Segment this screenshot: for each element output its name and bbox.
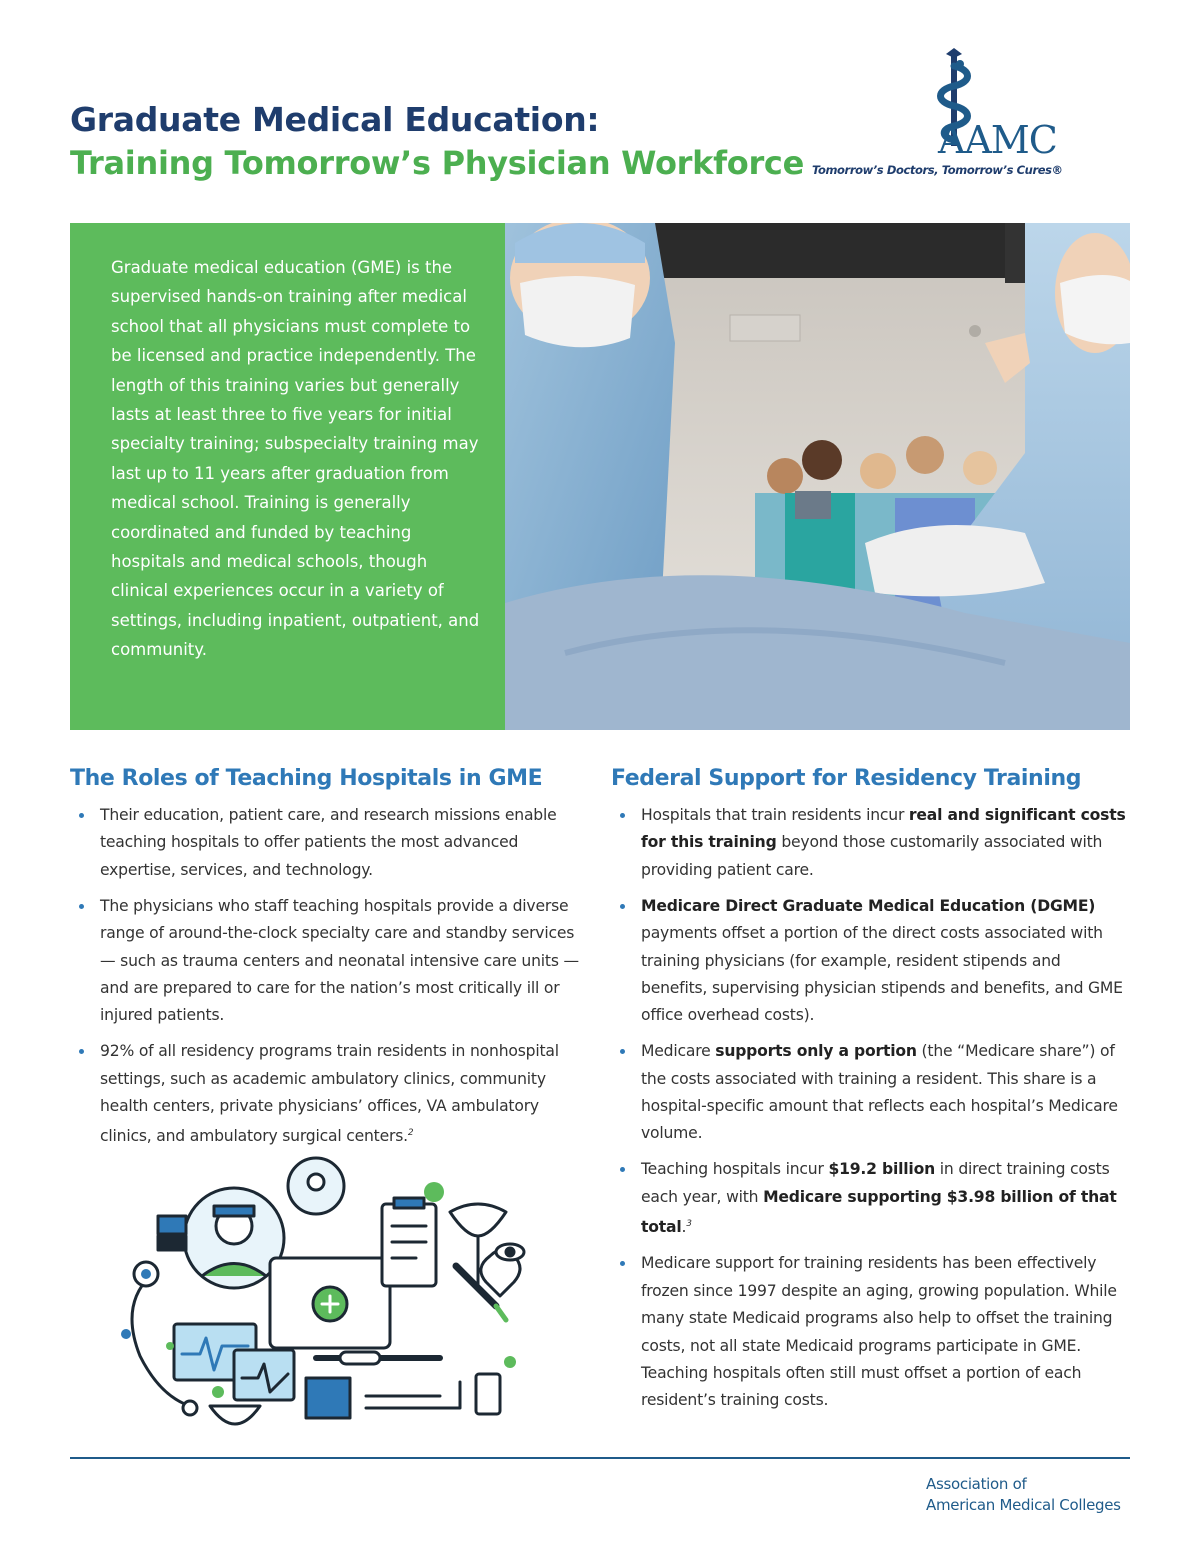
hero-section bbox=[70, 223, 1130, 730]
footer-org-line-1: Association of bbox=[926, 1475, 1027, 1493]
section-title-federal-support: Federal Support for Residency Training bbox=[611, 766, 1082, 791]
logo-wordmark: AAMC bbox=[938, 118, 1057, 162]
list-item: Medicare support for training residents has been effectively frozen since 1997 despite an aging, growing population. While many state Medicaid programs also help to offset the training costs, not all state Medicaid programs participate in GME. Teaching hospitals often still must offset a portion of each resident’s training costs. bbox=[611, 1250, 1131, 1414]
footnote-mark: 3 bbox=[686, 1219, 692, 1230]
right-column bbox=[611, 762, 1131, 1423]
list-item: 92% of all residency programs train residents in nonhospital settings, such as academic ambulatory clinics, community health centers, private physicians’ offices, VA ambulatory clinics, and ambulatory surgical centers.$^2$ bbox=[70, 1038, 590, 1151]
aamc-logo bbox=[808, 48, 1078, 183]
footnote-mark: 2 bbox=[407, 1128, 414, 1139]
page-title bbox=[70, 100, 810, 186]
list-item: Medicare Direct Graduate Medical Education (DGME) payments offset a portion of the direct costs associated with training physicians (for example, resident stipends and benefits, supervising physician stipends and benefits, and GME office overhead costs). bbox=[611, 893, 1131, 1030]
section-title-teaching-hospitals: The Roles of Teaching Hospitals in GME bbox=[70, 766, 543, 791]
title-line-2: Training Tomorrow’s Physician Workforce bbox=[70, 144, 805, 182]
medical-team-photo bbox=[505, 223, 1130, 730]
footer-organization bbox=[926, 1474, 1121, 1516]
footer-org-line-2: American Medical Colleges bbox=[926, 1496, 1121, 1514]
left-column bbox=[70, 762, 590, 1160]
intro-box bbox=[70, 223, 505, 730]
list-item: Hospitals that train residents incur real and significant costs for this training beyond those customarily associated with providing patient care. bbox=[611, 802, 1131, 884]
hero-photo bbox=[505, 223, 1130, 730]
teaching-hospitals-list bbox=[70, 802, 590, 1151]
list-item: Teaching hospitals incur $19.2 billion in direct training costs each year, with Medicare supporting $3.98 billion of that total.$^3$ bbox=[611, 1156, 1131, 1241]
logo-tagline: Tomorrow’s Doctors, Tomorrow’s Cures® bbox=[812, 163, 1063, 177]
footer-divider bbox=[70, 1457, 1130, 1459]
federal-support-list bbox=[611, 802, 1131, 1415]
intro-text: Graduate medical education (GME) is the supervised hands-on training after medical school that all physicians must complete to be licensed and practice independently. The length of this training varies but generally lasts at least three to five years for initial specialty training; subspecialty training may last up to 11 years after graduation from medical school. Training is generally coordinated and funded by teaching hospitals and medical schools, though clinical experiences occur in a variety of settings, including inpatient, outpatient, and community. bbox=[111, 258, 480, 660]
list-item: Medicare supports only a portion (the “Medicare share”) of the costs associated with training a resident. This share is a hospital-specific amount that reflects each hospital’s Medicare volume. bbox=[611, 1038, 1131, 1148]
list-item: The physicians who staff teaching hospitals provide a diverse range of around-the-clock specialty care and standby services — such as trauma centers and neonatal intensive care units — and are prepared to care for the nation’s most critically ill or injured patients. bbox=[70, 893, 590, 1030]
list-item: Their education, patient care, and research missions enable teaching hospitals to offer patients the most advanced expertise, services, and technology. bbox=[70, 802, 590, 884]
title-line-1: Graduate Medical Education: bbox=[70, 100, 600, 139]
medical-icons-illustration bbox=[110, 1156, 530, 1442]
medical-equipment-icon bbox=[110, 1156, 530, 1442]
